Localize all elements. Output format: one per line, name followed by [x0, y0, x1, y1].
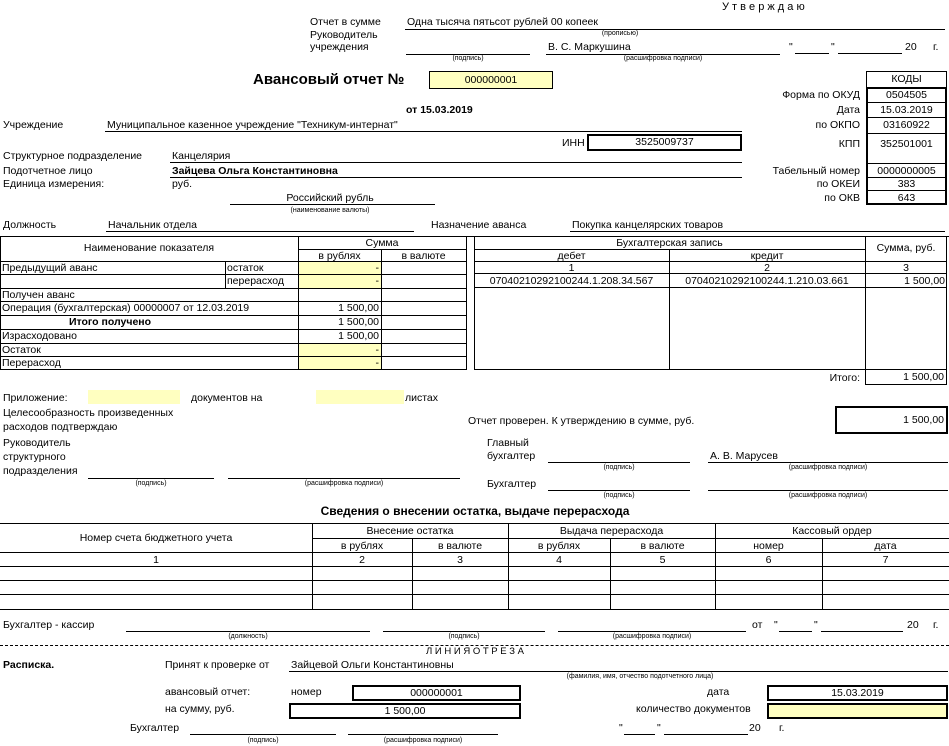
- cashier-pos-caption: (должность): [228, 633, 268, 640]
- rt-h-sum: Сумма, руб.: [876, 242, 936, 254]
- dept-value[interactable]: Канцелярия: [172, 150, 231, 162]
- code-label-okei: по ОКЕИ: [816, 178, 860, 190]
- rm-n1: 1: [153, 554, 159, 566]
- rt-h-entry: Бухгалтерская запись: [616, 237, 723, 249]
- lt-h-sum: Сумма: [365, 237, 399, 249]
- lt-row-rub[interactable]: -: [375, 357, 379, 369]
- chief-acc-2: бухгалтер: [487, 450, 536, 462]
- lt-h-cur: в валюте: [401, 250, 446, 262]
- rm-n3: 3: [457, 554, 463, 566]
- dept-head-1: Руководитель: [3, 437, 71, 449]
- lt-row-name: Итого получено: [68, 316, 152, 328]
- lt-row-rub[interactable]: 1 500,00: [338, 330, 379, 342]
- cashier-q2: ": [814, 619, 818, 631]
- unit-value: руб.: [172, 178, 193, 190]
- cut-line-label: Л И Н И Я О Т Р Е З А: [426, 646, 524, 657]
- rm-h-order: Кассовый ордер: [792, 525, 872, 537]
- cashier-from: от: [752, 619, 763, 631]
- receipt-docs-value[interactable]: [767, 703, 948, 719]
- lt-row-name: Остаток: [2, 344, 41, 356]
- rm-n2: 2: [359, 554, 365, 566]
- position-label: Должность: [3, 219, 57, 231]
- lt-row-rub[interactable]: 1 500,00: [338, 302, 379, 314]
- person-label: Подотчетное лицо: [3, 165, 93, 177]
- dept-head-decode-caption: (расшифровка подписи): [304, 480, 384, 487]
- dept-label: Структурное подразделение: [3, 150, 143, 162]
- cashier-decode-caption: (расшифровка подписи): [612, 633, 692, 640]
- attach-sheets: листах: [405, 392, 439, 404]
- accountant-label: Бухгалтер: [487, 478, 537, 490]
- approve-day-line[interactable]: [795, 53, 829, 54]
- rm-h-dep-rub: в рублях: [340, 540, 384, 552]
- code-value-okud: 0504505: [886, 89, 927, 101]
- receipt-q1: ": [619, 722, 623, 734]
- rm-h-issue: Выдача перерасхода: [559, 525, 664, 537]
- chief-acc-1: Главный: [487, 437, 529, 449]
- code-value-okpo: 03160922: [883, 119, 930, 131]
- report-number[interactable]: 000000001: [429, 71, 553, 89]
- rt-n3: 3: [903, 262, 909, 274]
- code-value-okv: 643: [897, 192, 916, 204]
- attach-docs-count[interactable]: [88, 390, 180, 404]
- code-value-kpp: 352501001: [880, 138, 933, 150]
- head-label-2: учреждения: [310, 41, 369, 53]
- approve-date-quote-open: ": [789, 41, 793, 53]
- rt-n1: 1: [568, 262, 575, 274]
- code-label-date: Дата: [836, 104, 860, 116]
- currency-value[interactable]: Российский рубль: [286, 192, 374, 204]
- lt-h-name: Наименование показателя: [83, 242, 215, 254]
- receipt-docs-label: количество документов: [636, 703, 751, 715]
- receipt-number-label: номер: [291, 686, 322, 698]
- lt-row-name: Предыдущий аванс: [2, 262, 98, 274]
- lt-h-rub: в рублях: [318, 250, 361, 262]
- unit-label: Единица измерения:: [3, 178, 105, 190]
- checked-label: Отчет проверен. К утверждению в сумме, руб.: [468, 415, 695, 427]
- codes-header: КОДЫ: [866, 71, 947, 88]
- cashier-day-line[interactable]: [779, 631, 812, 632]
- rm-h-num: номер: [753, 540, 784, 552]
- receipt-sign-caption: (подпись): [247, 737, 279, 744]
- receipt-year-suffix: г.: [779, 722, 785, 734]
- code-value-tabnum: 0000000005: [877, 165, 936, 177]
- approve-month-line[interactable]: [838, 53, 902, 54]
- receipt-date-label: дата: [707, 686, 730, 698]
- expedient-1: Целесообразность произведенных: [3, 407, 174, 419]
- cashier-q1: ": [774, 619, 778, 631]
- rm-h-account: Номер счета бюджетного учета: [79, 532, 233, 544]
- receipt-accepted-value[interactable]: Зайцевой Ольги Константиновны: [291, 659, 454, 671]
- report-date: от 15.03.2019: [406, 104, 473, 116]
- purpose-value[interactable]: Покупка канцелярских товаров: [572, 219, 724, 231]
- lt-row-rub[interactable]: 1 500,00: [338, 316, 379, 328]
- lt-row-name: Израсходовано: [2, 330, 77, 342]
- sum-label: Отчет в сумме: [310, 16, 381, 28]
- position-value[interactable]: Начальник отдела: [108, 219, 197, 231]
- inn-value[interactable]: 3525009737: [587, 134, 742, 151]
- rt-h-credit: кредит: [750, 250, 784, 262]
- receipt-decode-caption: (расшифровка подписи): [383, 737, 463, 744]
- attach-docs-on: документов на: [191, 392, 263, 404]
- code-label-okpo: по ОКПО: [815, 119, 860, 131]
- rm-h-iss-cur: в валюте: [640, 540, 685, 552]
- purpose-label: Назначение аванса: [431, 219, 527, 231]
- rm-h-iss-rub: в рублях: [537, 540, 581, 552]
- approve-date-quote-close: ": [831, 41, 835, 53]
- rt-debit[interactable]: 07040210292100244.1.208.34.567: [489, 275, 654, 287]
- attach-sheets-count[interactable]: [316, 390, 404, 404]
- rt-amount[interactable]: 1 500,00: [904, 275, 945, 287]
- receipt-year: 20: [749, 722, 761, 734]
- rt-total-value: 1 500,00: [865, 369, 947, 385]
- accountant-sign-caption: (подпись): [603, 492, 635, 499]
- approve-year: 20: [905, 41, 917, 53]
- receipt-title: Расписка.: [3, 659, 55, 671]
- rt-h-debit: дебет: [557, 250, 586, 262]
- receipt-sum-label: на сумму, руб.: [165, 703, 235, 715]
- code-value-date: 15.03.2019: [880, 104, 933, 116]
- lt-row-name: Получен аванс: [2, 289, 75, 301]
- receipt-report-label: авансовый отчет:: [165, 686, 251, 698]
- head-name-caption: (расшифровка подписи): [623, 55, 703, 62]
- cashier-month-line[interactable]: [821, 631, 903, 632]
- cashier-sign-caption: (подпись): [448, 633, 480, 640]
- lt-row-sub: перерасход: [227, 275, 285, 287]
- cashier-year: 20: [907, 619, 919, 631]
- org-value[interactable]: Муниципальное казенное учреждение "Техникум-интернат": [107, 119, 398, 131]
- report-title: Авансовый отчет №: [253, 71, 405, 88]
- receipt-date-value[interactable]: 15.03.2019: [767, 685, 948, 701]
- approve-year-suffix: г.: [933, 41, 939, 53]
- rm-n5: 5: [659, 554, 666, 566]
- code-label-tabnum: Табельный номер: [772, 165, 860, 177]
- code-label-okud: Форма по ОКУД: [782, 89, 860, 101]
- remainder-title: Сведения о внесении остатка, выдаче перерасхода: [320, 504, 630, 518]
- head-label-1: Руководитель: [310, 29, 378, 41]
- lt-row-name: Операция (бухгалтерская) 00000007 от 12.03.2019: [2, 302, 250, 314]
- rm-n4: 4: [556, 554, 562, 566]
- org-label: Учреждение: [3, 119, 64, 131]
- rm-h-dep-cur: в валюте: [437, 540, 483, 552]
- rt-total-label: Итого:: [829, 372, 860, 384]
- receipt-accountant: Бухгалтер: [130, 722, 180, 734]
- sum-caption: (прописью): [601, 30, 639, 37]
- receipt-accepted-label: Принят к проверке от: [165, 659, 270, 671]
- rt-credit[interactable]: 07040210292100244.1.210.03.661: [685, 275, 849, 287]
- accountant-decode-caption: (расшифровка подписи): [788, 492, 868, 499]
- receipt-day-line[interactable]: [624, 734, 655, 735]
- attach-label: Приложение:: [3, 392, 68, 404]
- head-name[interactable]: В. С. Маркушина: [548, 41, 631, 53]
- receipt-fio-caption: (фамилия, имя, отчество подотчетного лица): [566, 673, 714, 680]
- dept-head-3: подразделения: [3, 465, 78, 477]
- code-label-kpp: КПП: [838, 138, 860, 150]
- receipt-sum-value[interactable]: 1 500,00: [289, 703, 521, 719]
- inn-label: ИНН: [562, 137, 585, 149]
- chief-acc-decode-caption: (расшифровка подписи): [788, 464, 868, 471]
- person-value[interactable]: Зайцева Ольга Константиновна: [172, 165, 338, 177]
- head-sign-caption: (подпись): [452, 55, 484, 62]
- lt-row-name: Перерасход: [2, 357, 61, 369]
- chief-acc-name[interactable]: А. В. Марусев: [710, 450, 778, 462]
- dept-head-2: структурного: [3, 451, 66, 463]
- cashier-label: Бухгалтер - кассир: [3, 619, 95, 631]
- receipt-number-value[interactable]: 000000001: [352, 685, 521, 701]
- lt-row-sub: остаток: [227, 262, 264, 274]
- rm-n7: 7: [882, 554, 889, 566]
- lt-row-rub[interactable]: -: [375, 344, 379, 356]
- rt-n2: 2: [764, 262, 770, 274]
- checked-value[interactable]: 1 500,00: [835, 406, 948, 434]
- lt-row-rub[interactable]: -: [375, 275, 379, 287]
- currency-caption: (наименование валюты): [290, 207, 370, 214]
- dept-head-sign-caption: (подпись): [135, 480, 167, 487]
- lt-row-rub[interactable]: -: [375, 262, 379, 274]
- cashier-year-suffix: г.: [933, 619, 939, 631]
- rm-n6: 6: [765, 554, 772, 566]
- sum-text[interactable]: Одна тысяча пятьсот рублей 00 копеек: [407, 16, 598, 28]
- approve-title: У т в е р ж д а ю: [722, 1, 805, 13]
- receipt-month-line[interactable]: [664, 734, 748, 735]
- chief-acc-sign-caption: (подпись): [603, 464, 635, 471]
- code-value-okei: 383: [897, 178, 916, 190]
- code-label-okv: по ОКВ: [824, 192, 860, 204]
- rm-h-date: дата: [874, 540, 897, 552]
- rm-h-deposit: Внесение остатка: [366, 525, 454, 537]
- receipt-q2: ": [657, 722, 661, 734]
- expedient-2: расходов подтверждаю: [3, 421, 118, 433]
